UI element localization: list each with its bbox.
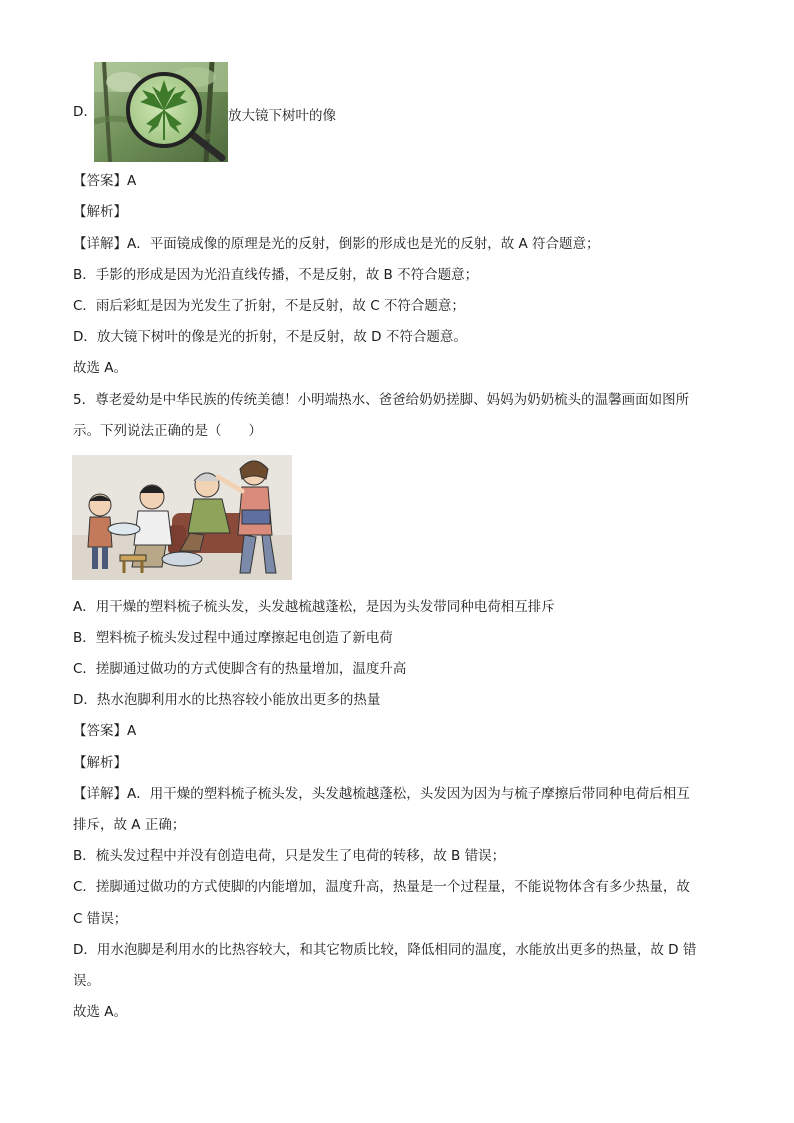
q5-analysis-label: 【解析】	[73, 755, 127, 771]
q4-conclusion: 故选 A。	[73, 360, 128, 376]
q5-detail-line: 【详解】A．用干燥的塑料梳子梳头发，头发越梳越蓬松，头发因为因为与梳子摩擦后带同种电荷后相互	[73, 786, 690, 802]
q5-option: B．塑料梳子梳头发过程中通过摩擦起电创造了新电荷	[73, 630, 393, 646]
q4-analysis-label: 【解析】	[73, 204, 127, 220]
q5-detail-line: 排斥，故 A 正确；	[73, 817, 186, 833]
q5-stem-line: 5．尊老爱幼是中华民族的传统美德！小明端热水、爸爸给奶奶搓脚、妈妈为奶奶梳头的温馨画面如图所	[73, 392, 690, 408]
q5-option: C．搓脚通过做功的方式使脚含有的热量增加，温度升高	[73, 661, 407, 677]
q4-detail-line: 【详解】A．平面镜成像的原理是光的反射，倒影的形成也是光的反射，故 A 符合题意；	[73, 236, 600, 252]
q4-detail-line: D．放大镜下树叶的像是光的折射，不是反射，故 D 不符合题意。	[73, 329, 467, 345]
q5-detail-line: C．搓脚通过做功的方式使脚的内能增加，温度升高，热量是一个过程量，不能说物体含有多少热量，故	[73, 879, 690, 895]
q5-option: A．用干燥的塑料梳子梳头发，头发越梳越蓬松，是因为头发带同种电荷相互排斥	[73, 599, 555, 615]
q5-conclusion: 故选 A。	[73, 1004, 128, 1020]
family-care-illustration	[72, 455, 292, 580]
q5-detail-line: 误。	[73, 973, 100, 989]
q5-answer: 【答案】A	[73, 723, 137, 739]
q5-stem-line: 示。下列说法正确的是（ ）	[73, 423, 262, 439]
q4-detail-line: B．手影的形成是因为光沿直线传播，不是反射，故 B 不符合题意；	[73, 267, 479, 283]
q5-detail-line: C 错误；	[73, 911, 128, 927]
q5-option: D．热水泡脚利用水的比热容较小能放出更多的热量	[73, 692, 381, 708]
q4-answer: 【答案】A	[73, 173, 137, 189]
magnifier-leaf-image	[94, 62, 228, 162]
q5-detail-line: D．用水泡脚是利用水的比热容较大，和其它物质比较，降低相同的温度，水能放出更多的热量，故 D 错	[73, 942, 697, 958]
q4-detail-line: C．雨后彩虹是因为光发生了折射，不是反射，故 C 不符合题意；	[73, 298, 465, 314]
q4-option-d	[73, 62, 473, 162]
q5-detail-line: B．梳头发过程中并没有创造电荷，只是发生了电荷的转移，故 B 错误；	[73, 848, 506, 864]
q4-option-d-label: D.	[73, 104, 88, 120]
q4-option-d-caption: 放大镜下树叶的像	[228, 108, 336, 124]
